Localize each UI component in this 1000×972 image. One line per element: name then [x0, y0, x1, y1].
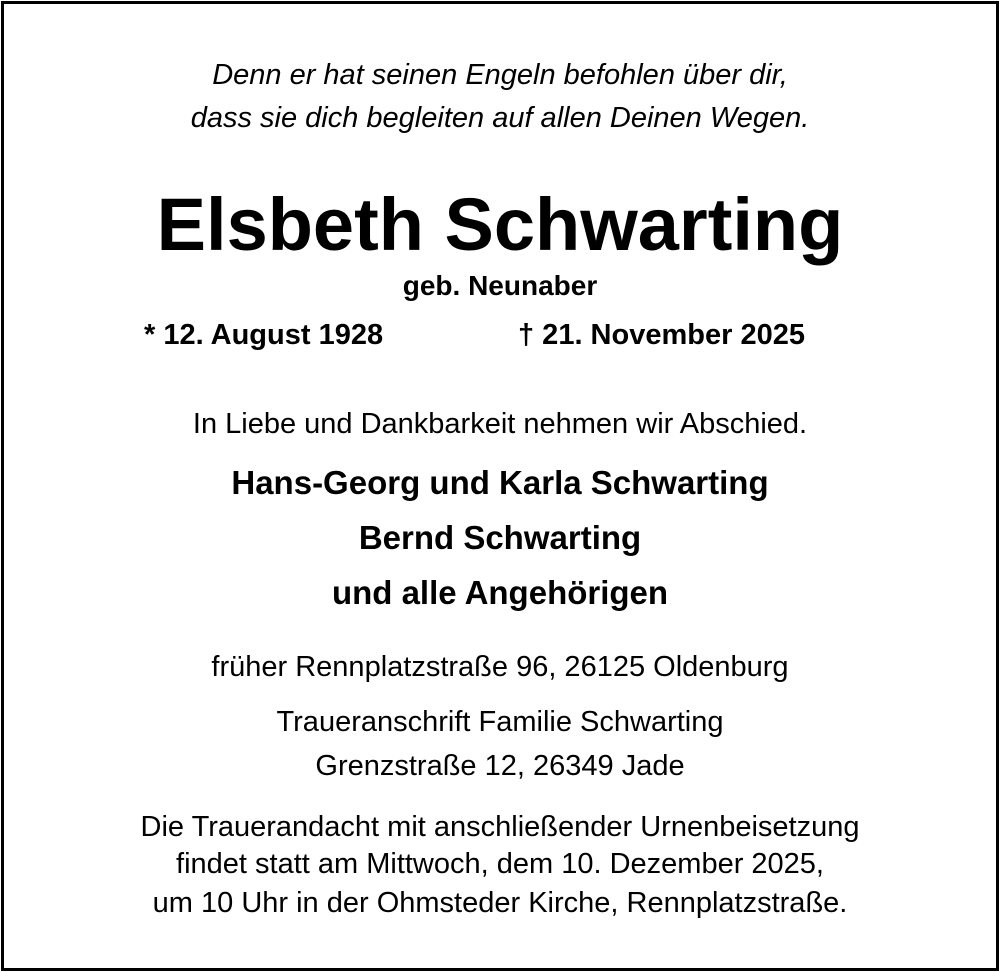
maiden-name: geb. Neunaber: [402, 270, 598, 301]
mourner-3: und alle Angehörigen: [331, 574, 669, 611]
former-address: früher Rennplatzstraße 96, 26125 Oldenburg: [211, 651, 789, 683]
farewell-text: In Liebe und Dankbarkeit nehmen wir Abschied.: [192, 408, 808, 440]
service-line-1: Die Trauerandacht mit anschließender Urnenbeisetzung: [140, 811, 860, 843]
death-date: † 21. November 2025: [518, 319, 805, 351]
service-line-3: um 10 Uhr in der Ohmsteder Kirche, Rennplatzstraße.: [152, 887, 848, 919]
mourner-2: Bernd Schwarting: [358, 519, 642, 556]
verse-line-1: Denn er hat seinen Engeln befohlen über dir,: [212, 59, 788, 91]
birth-date: * 12. August 1928: [144, 319, 384, 351]
verse-line-2: dass sie dich begleiten auf allen Deinen Wegen.: [190, 102, 810, 134]
service-line-2: findet statt am Mittwoch, dem 10. Dezember 2025,: [176, 848, 824, 880]
mourning-address-line-2: Grenzstraße 12, 26349 Jade: [315, 750, 685, 782]
deceased-name: Elsbeth Schwarting: [156, 183, 844, 266]
mourner-1: Hans-Georg und Karla Schwarting: [231, 464, 769, 501]
mourning-address-line-1: Traueranschrift Familie Schwarting: [276, 706, 724, 738]
